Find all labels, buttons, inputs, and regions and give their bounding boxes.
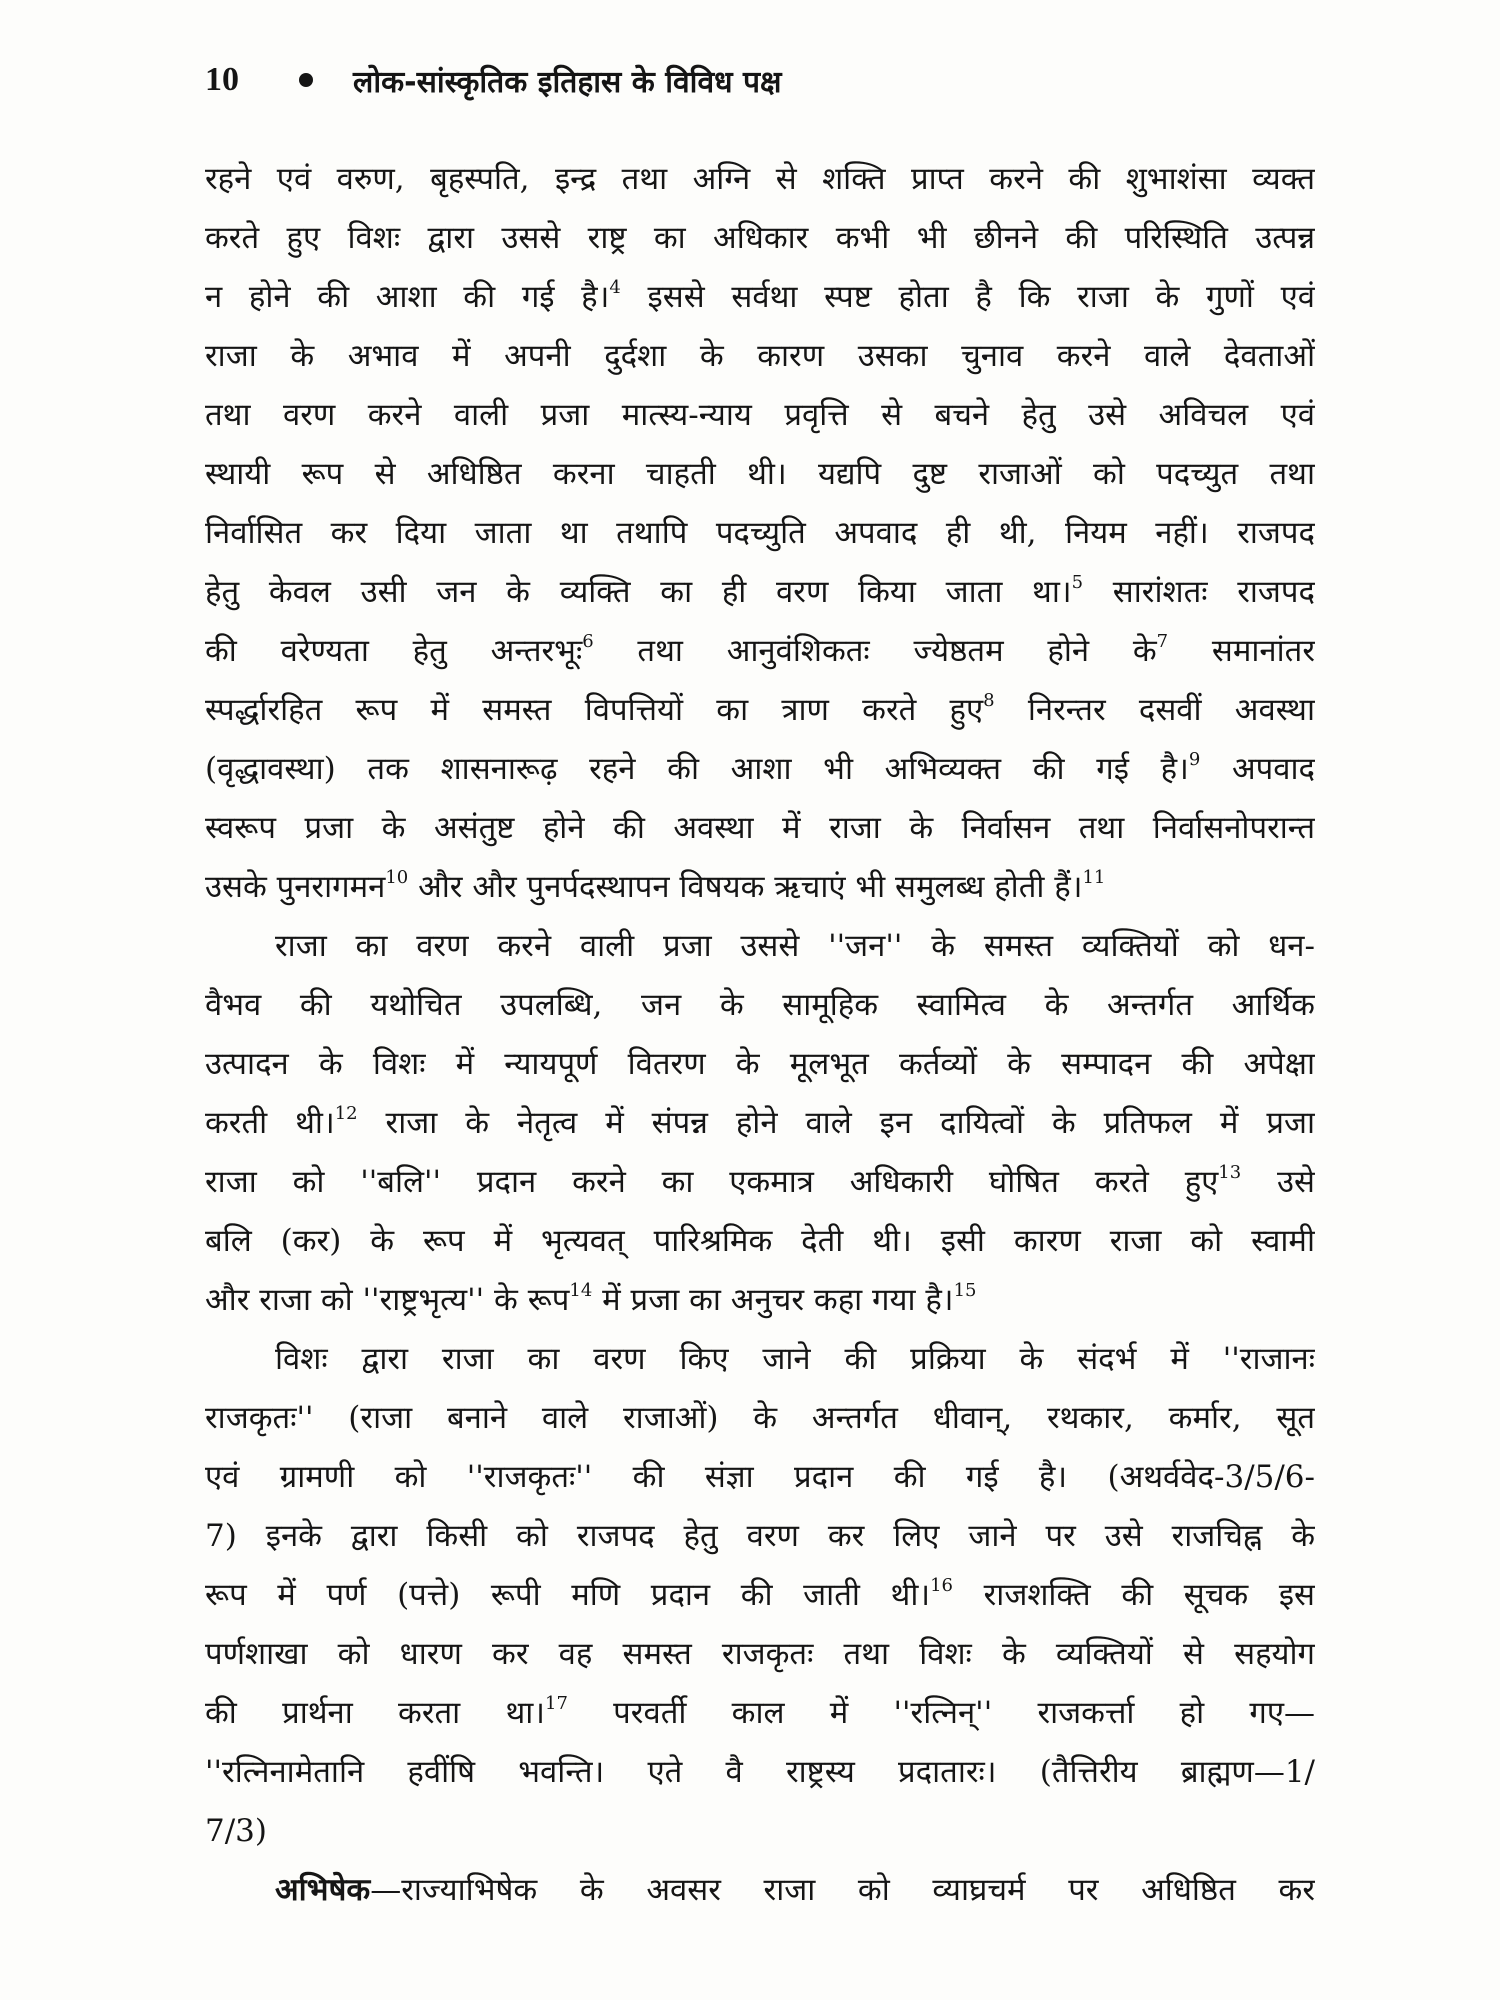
line-text: 7) इनके द्वारा किसी को राजपद हेतु वरण कर लिए जाने पर उसे राजचिह्न के [205, 1518, 1315, 1554]
line-text: और और पुनर्पदस्थापन विषयक ऋचाएं भी समुलब्ध होती हैं। [408, 869, 1083, 905]
line-text: रहने एवं वरुण, बृहस्पति, इन्द्र तथा अग्नि से शक्ति प्राप्त करने की शुभाशंसा व्यक्त [205, 161, 1315, 197]
footnote-ref: 6 [582, 631, 594, 652]
line-text: राजकृतः'' (राजा बनाने वाले राजाओं) के अन्तर्गत धीवान्, रथकार, कर्मार, सूत [205, 1400, 1315, 1436]
line-text: निर्वासित कर दिया जाता था तथापि पदच्युति अपवाद ही थी, नियम नहीं। राजपद [205, 515, 1315, 551]
line-text: परवर्ती काल में ''रत्निन्'' राजकर्त्ता हो गए— [567, 1695, 1315, 1731]
bullet-separator [299, 73, 313, 87]
footnote-ref: 7 [1156, 631, 1169, 652]
line-text: विशः द्वारा राजा का वरण किए जाने की प्रक्रिया के संदर्भ में ''राजानः [275, 1341, 1315, 1377]
line-text: करते हुए विशः द्वारा उससे राष्ट्र का अधिकार कभी भी छीनने की परिस्थिति उत्पन्न [205, 220, 1315, 256]
line-text: स्थायी रूप से अधिष्ठित करना चाहती थी। यद्यपि दुष्ट राजाओं को पदच्युत तथा [205, 456, 1315, 492]
body-text [205, 150, 1315, 1980]
text-line [205, 1330, 1315, 1389]
text-line [205, 1212, 1315, 1271]
text-line [205, 917, 1315, 976]
line-text: एवं ग्रामणी को ''राजकृतः'' की संज्ञा प्रदान की गई है। (अथर्ववेद-3/5/6- [205, 1459, 1315, 1495]
line-text: में प्रजा का अनुचर कहा गया है। [592, 1282, 954, 1318]
text-line [205, 1094, 1315, 1153]
text-line [205, 1802, 1315, 1861]
line-text: स्पर्द्धारहित रूप में समस्त विपत्तियों का त्राण करते हुए [205, 692, 984, 728]
text-line [205, 1271, 1315, 1330]
line-text: वैभव की यथोचित उपलब्धि, जन के सामूहिक स्वामित्व के अन्तर्गत आर्थिक [205, 987, 1315, 1023]
line-text: इससे सर्वथा स्पष्ट होता है कि राजा के गुणों एवं [620, 279, 1315, 315]
text-line [205, 1861, 1315, 1920]
footnote-ref: 9 [1188, 749, 1201, 770]
text-line [205, 740, 1315, 799]
text-line [205, 1625, 1315, 1684]
text-line [205, 858, 1315, 917]
line-text: 7/3) [205, 1813, 267, 1849]
line-text: की वरेण्यता हेतु अन्तरभूः [205, 633, 583, 669]
text-line [205, 1566, 1315, 1625]
text-line [205, 563, 1315, 622]
bold-term: अभिषेक [275, 1872, 371, 1908]
text-line [205, 799, 1315, 858]
footnote-ref: 4 [609, 277, 621, 298]
text-line [205, 268, 1315, 327]
running-header [205, 50, 1315, 110]
text-line [205, 327, 1315, 386]
line-text: राजा को ''बलि'' प्रदान करने का एकमात्र अधिकारी घोषित करते हुए [205, 1164, 1219, 1200]
text-line [205, 1743, 1315, 1802]
text-line [205, 1035, 1315, 1094]
line-text: हेतु केवल उसी जन के व्यक्ति का ही वरण किया जाता था। [205, 574, 1072, 610]
text-line [205, 976, 1315, 1035]
line-text: की प्रार्थना करता था। [205, 1695, 546, 1731]
line-text: राजा के नेतृत्व में संपन्न होने वाले इन दायित्वों के प्रतिफल में प्रजा [357, 1105, 1315, 1141]
footnote-ref: 13 [1218, 1162, 1242, 1183]
line-text: अपवाद [1200, 751, 1315, 787]
text-line [205, 386, 1315, 445]
footnote-ref: 11 [1082, 867, 1106, 888]
running-title: लोक-सांस्कृतिक इतिहास के विविध पक्ष [353, 64, 782, 100]
footnote-ref: 5 [1071, 572, 1084, 593]
footnote-ref: 10 [385, 867, 409, 888]
page-number: 10 [205, 61, 239, 98]
line-text: बलि (कर) के रूप में भृत्यवत् पारिश्रमिक देती थी। इसी कारण राजा को स्वामी [205, 1223, 1315, 1259]
line-text: ''रत्निनामेतानि हवींषि भवन्ति। एते वै राष्ट्रस्य प्रदातारः। (तैत्तिरीय ब्राह्मण—1/ [205, 1754, 1315, 1790]
line-text: निरन्तर दसवीं अवस्था [994, 692, 1315, 728]
line-text: (वृद्धावस्था) तक शासनारूढ़ रहने की आशा भी अभिव्यक्त की गई है। [205, 751, 1189, 787]
footnote-ref: 15 [953, 1280, 977, 1301]
text-line [205, 622, 1315, 681]
text-line [205, 445, 1315, 504]
line-text: स्वरूप प्रजा के असंतुष्ट होने की अवस्था में राजा के निर्वासन तथा निर्वासनोपरान्त [205, 810, 1315, 846]
line-text: तथा आनुवंशिकतः ज्येष्ठतम होने के [593, 633, 1157, 669]
footnote-ref: 17 [545, 1693, 568, 1714]
line-text: —राज्याभिषेक के अवसर राजा को व्याघ्रचर्म पर अधिष्ठित कर [370, 1872, 1315, 1908]
line-text: सारांशतः राजपद [1083, 574, 1315, 610]
line-text: समानांतर [1168, 633, 1315, 669]
text-line [205, 1153, 1315, 1212]
footnote-ref: 14 [569, 1280, 593, 1301]
text-line [205, 209, 1315, 268]
line-text: और राजा को ''राष्ट्रभृत्य'' के रूप [205, 1282, 570, 1318]
text-line [205, 150, 1315, 209]
text-line [205, 681, 1315, 740]
text-line [205, 504, 1315, 563]
text-line [205, 1507, 1315, 1566]
line-text: राजा के अभाव में अपनी दुर्दशा के कारण उसका चुनाव करने वाले देवताओं [205, 338, 1315, 374]
line-text: रूप में पर्ण (पत्ते) रूपी मणि प्रदान की जाती थी। [205, 1577, 931, 1613]
text-line [205, 1389, 1315, 1448]
line-text: राजशक्ति की सूचक इस [953, 1577, 1315, 1613]
line-text: उसे [1241, 1164, 1315, 1200]
text-line [205, 1684, 1315, 1743]
footnote-ref: 12 [334, 1103, 358, 1124]
footnote-ref: 16 [930, 1575, 954, 1596]
footnote-ref: 8 [983, 690, 995, 711]
line-text: पर्णशाखा को धारण कर वह समस्त राजकृतः तथा विशः के व्यक्तियों से सहयोग [205, 1636, 1315, 1672]
line-text: उत्पादन के विशः में न्यायपूर्ण वितरण के मूलभूत कर्तव्यों के सम्पादन की अपेक्षा [205, 1046, 1315, 1082]
line-text: करती थी। [205, 1105, 335, 1141]
text-line [205, 1448, 1315, 1507]
line-text: उसके पुनरागमन [205, 869, 386, 905]
line-text: न होने की आशा की गई है। [205, 279, 610, 315]
line-text: राजा का वरण करने वाली प्रजा उससे ''जन'' के समस्त व्यक्तियों को धन- [275, 928, 1315, 964]
line-text: तथा वरण करने वाली प्रजा मात्स्य-न्याय प्रवृत्ति से बचने हेतु उसे अविचल एवं [205, 397, 1315, 433]
